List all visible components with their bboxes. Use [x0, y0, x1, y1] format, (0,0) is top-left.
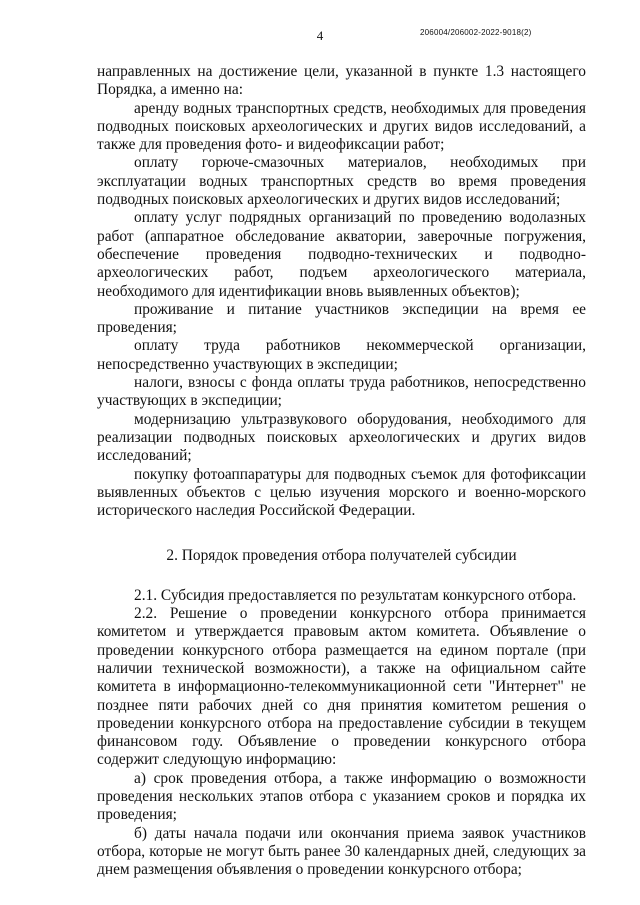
document-code: 206004/206002-2022-9018(2) — [420, 28, 532, 37]
list-item-taxes: налоги, взносы с фонда оплаты труда работников, непосредственно участвующих в экспедиции; — [97, 374, 586, 410]
list-item-diving-services: оплату услуг подрядных организаций по проведению водолазных работ (аппаратное обследование акватории, заверочные погружения, обеспечение проведения подводно-технических и подводно-археологических работ, подъем археологического материала, необходимого для идентификации вновь выявленных объектов); — [97, 209, 586, 300]
list-item-fuel: оплату горюче-смазочных материалов, необходимых при эксплуатации водных транспортных средств во время проведения подводных поисковых археологических и других видов исследований; — [97, 154, 586, 209]
page-number: 4 — [316, 28, 324, 43]
paragraph-intro: направленных на достижение цели, указанной в пункте 1.3 настоящего Порядка, а именно на: — [97, 63, 586, 99]
paragraph-2-1: 2.1. Субсидия предоставляется по результатам конкурсного отбора. — [134, 586, 577, 604]
document-body — [97, 63, 586, 879]
list-item-rent-vessels: аренду водных транспортных средств, необходимых для проведения подводных поисковых археологических и других видов исследований, а также для проведения фото- и видеофиксации работ; — [97, 99, 586, 154]
subitem-a: а) срок проведения отбора, а также информацию о возможности проведения нескольких этапов отбора с указанием сроков и порядка их проведения; — [97, 769, 586, 824]
list-item-accommodation: проживание и питание участников экспедиции на время ее проведения; — [97, 300, 586, 337]
list-item-ultrasound-equipment: модернизацию ультразвукового оборудования, необходимого для реализации подводных поисковых археологических и других видов исследований; — [97, 410, 586, 465]
subitem-b: б) даты начала подачи или окончания приема заявок участников отбора, которые не могут быть ранее 30 календарных дней, следующих за днем размещения объявления о проведении конкурсного отбора; — [97, 824, 586, 879]
list-item-salaries: оплату труда работников некоммерческой организации, непосредственно участвующих в экспедиции; — [97, 337, 586, 373]
list-item-photo-equipment: покупку фотоаппаратуры для подводных съемок для фотофиксации выявленных объектов с целью изучения морского и военно-морского исторического наследия Российской Федерации. — [97, 465, 586, 520]
section-heading: 2. Порядок проведения отбора получателей субсидии — [166, 547, 517, 565]
paragraph-2-2: 2.2. Решение о проведении конкурсного отбора принимается комитетом и утверждается правовым актом комитета. Объявление о проведении конкурсного отбора размещается на едином портале (при наличии технической возможности), а также на официальном сайте комитета в информационно-телекоммуникационной сети "Интернет" не позднее пяти рабочих дней со дня принятия комитетом решения о проведении конкурсного отбора на предоставление субсидии в текущем финансовом году. Объявление о проведении конкурсного отбора содержит следующую информацию: — [97, 605, 586, 769]
